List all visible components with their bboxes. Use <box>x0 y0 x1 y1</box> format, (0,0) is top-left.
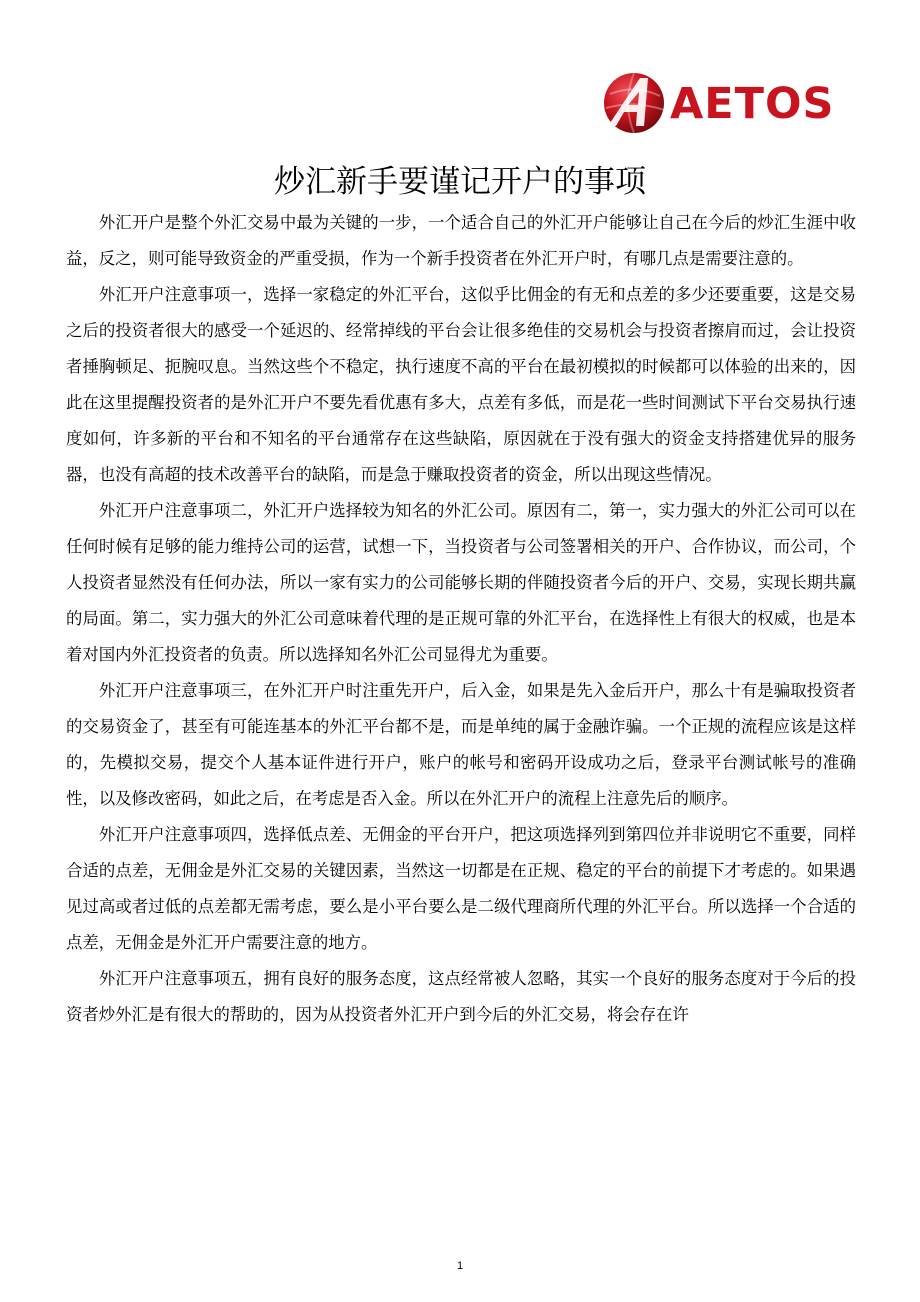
aetos-logo-text: AETOS <box>670 79 835 129</box>
page-number: 1 <box>456 1260 464 1272</box>
document-title: 炒汇新手要谨记开户的事项 <box>274 164 646 200</box>
document-body <box>66 205 856 1033</box>
paragraph-item-5: 外汇开户注意事项五，拥有良好的服务态度，这点经常被人忽略，其实一个良好的服务态度对于今后的投资者炒外汇是有很大的帮助的，因为从投资者外汇开户到今后的外汇交易，将会存在许 <box>66 969 856 1024</box>
paragraph-item-3: 外汇开户注意事项三，在外汇开户时注重先开户，后入金，如果是先入金后开户，那么十有是骗取投资者的交易资金了，甚至有可能连基本的外汇平台都不是，而是单纯的属于金融诈骗。一个正规的流程应该是这样的，先模拟交易，提交个人基本证件进行开户，账户的帐号和密码开设成功之后，登录平台测试帐号的准确性，以及修改密码，如此之后，在考虑是否入金。所以在外汇开户的流程上注意先后的顺序。 <box>66 681 856 808</box>
aetos-logo <box>600 70 840 136</box>
paragraph-intro: 外汇开户是整个外汇交易中最为关键的一步，一个适合自己的外汇开户能够让自己在今后的炒汇生涯中收益，反之，则可能导致资金的严重受损，作为一个新手投资者在外汇开户时，有哪几点是需要注意的。 <box>66 213 856 268</box>
paragraph-item-4: 外汇开户注意事项四，选择低点差、无佣金的平台开户，把这项选择列到第四位并非说明它不重要，同样合适的点差，无佣金是外汇交易的关键因素，当然这一切都是在正规、稳定的平台的前提下才考虑的。如果遇见过高或者过低的点差都无需考虑，要么是小平台要么是二级代理商所代理的外汇平台。所以选择一个合适的点差，无佣金是外汇开户需要注意的地方。 <box>66 825 856 952</box>
paragraph-item-2: 外汇开户注意事项二，外汇开户选择较为知名的外汇公司。原因有二，第一，实力强大的外汇公司可以在任何时候有足够的能力维持公司的运营，试想一下，当投资者与公司签署相关的开户、合作协议，而公司，个人投资者显然没有任何办法，所以一家有实力的公司能够长期的伴随投资者今后的开户、交易，实现长期共赢的局面。第二，实力强大的外汇公司意味着代理的是正规可靠的外汇平台，在选择性上有很大的权威，也是本着对国内外汇投资者的负责。所以选择知名外汇公司显得尤为重要。 <box>66 501 856 664</box>
aetos-globe-icon <box>600 70 672 136</box>
paragraph-item-1: 外汇开户注意事项一，选择一家稳定的外汇平台，这似乎比佣金的有无和点差的多少还要重要，这是交易之后的投资者很大的感受一个延迟的、经常掉线的平台会让很多绝佳的交易机会与投资者擦肩而过，会让投资者捶胸顿足、扼腕叹息。当然这些个不稳定，执行速度不高的平台在最初模拟的时候都可以体验的出来的，因此在这里提醒投资者的是外汇开户不要先看优惠有多大，点差有多低，而是花一些时间测试下平台交易执行速度如何，许多新的平台和不知名的平台通常存在这些缺陷，原因就在于没有强大的资金支持搭建优异的服务器，也没有高超的技术改善平台的缺陷，而是急于赚取投资者的资金，所以出现这些情况。 <box>66 285 856 484</box>
